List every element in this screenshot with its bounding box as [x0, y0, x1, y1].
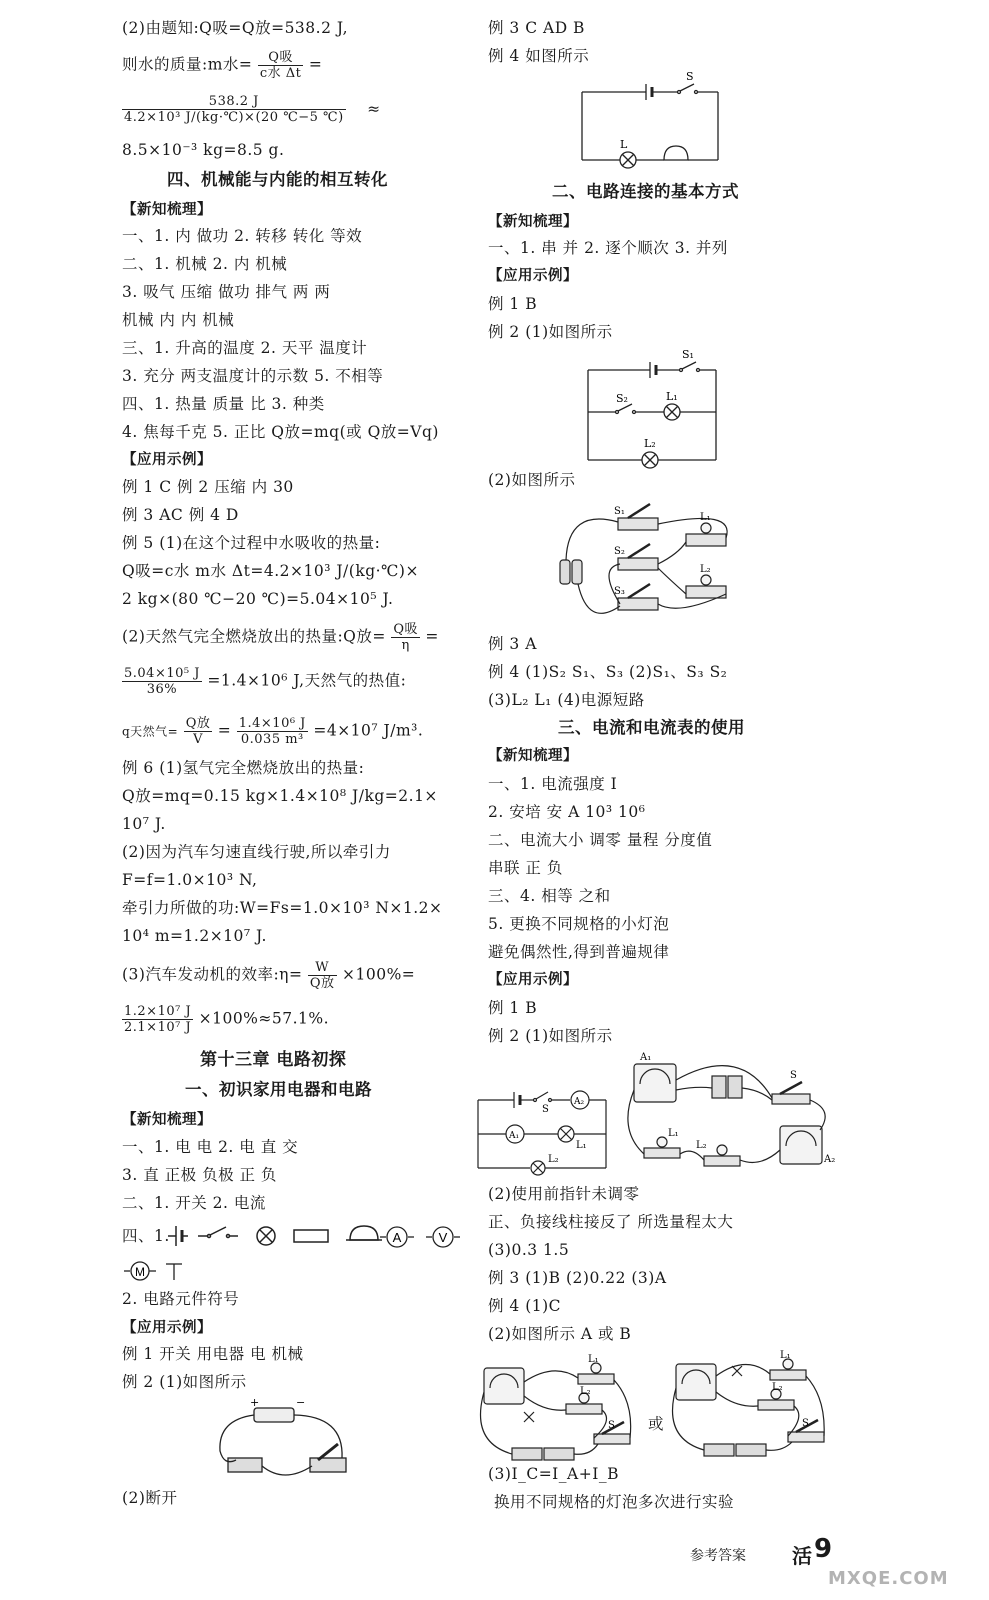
text-line: 例 3 AC 例 4 D	[122, 506, 239, 524]
text-line: 四、1.	[122, 1227, 170, 1245]
text-line: 一、1. 电 电 2. 电 直 交	[122, 1138, 299, 1156]
text-line: 四、1. 热量 质量 比 3. 种类	[122, 395, 325, 413]
physical-parallel-circuit	[558, 498, 748, 630]
text-line: 避免偶然性,得到普遍规律	[488, 943, 670, 961]
s2-label: S₂	[616, 392, 628, 405]
switch-label: S	[608, 1420, 615, 1431]
physical-circuit-option-b	[666, 1346, 836, 1458]
chapter-heading: 第十三章 电路初探	[200, 1050, 347, 1070]
text-line: 10⁷ J.	[122, 815, 166, 833]
battery-symbol	[168, 1226, 188, 1246]
text-line: 3. 充分 两支温度计的示数 5. 不相等	[122, 367, 384, 385]
minus-label: −	[296, 1396, 306, 1409]
text-span: ×100%=	[342, 965, 416, 984]
section-tag: 【应用示例】	[122, 1320, 212, 1336]
text-line: 3. 直 正极 负极 正 负	[122, 1166, 277, 1184]
text-span: q天然气=	[122, 724, 179, 739]
denominator: c水 Δt	[259, 66, 302, 81]
text-line: 例 4 (1)S₂ S₁、S₃ (2)S₁、S₃ S₂	[488, 663, 728, 681]
switch-label: S	[542, 1104, 549, 1115]
fraction	[237, 716, 308, 747]
fraction	[184, 716, 213, 747]
numerator: 1.4×10⁶ J	[238, 716, 306, 731]
text-line: 二、1. 开关 2. 电流	[122, 1194, 266, 1212]
text-line: 一、1. 电流强度 I	[488, 775, 618, 793]
section-heading: 二、电路连接的基本方式	[552, 182, 739, 201]
text-line: 牵引力所做的功:W=Fs=1.0×10³ N×1.2×	[122, 899, 443, 917]
text-line: 2. 电路元件符号	[122, 1290, 240, 1308]
text-line: 4. 焦每千克 5. 正比 Q放=mq(或 Q放=Vq)	[122, 423, 439, 441]
fraction	[122, 1004, 193, 1035]
text-span: (2)天然气完全燃烧放出的热量:Q放=	[122, 627, 386, 646]
s3-label: S₃	[614, 586, 625, 597]
ammeter-circuit-diagram	[474, 1084, 614, 1176]
denominator: 2.1×10⁷ J	[124, 1020, 192, 1035]
parallel-circuit-diagram	[584, 348, 724, 470]
numerator: Q吸	[393, 622, 418, 637]
text-line: 三、1. 升高的温度 2. 天平 温度计	[122, 339, 368, 357]
text-line: 一、1. 内 做功 2. 转移 转化 等效	[122, 227, 363, 245]
section-tag: 【新知梳理】	[488, 748, 578, 764]
text-line: 例 1 B	[488, 999, 538, 1017]
ammeter-symbol	[380, 1220, 470, 1254]
right-column	[470, 0, 989, 1600]
numerator: W	[308, 960, 337, 976]
text-line: 8.5×10⁻³ kg=8.5 g.	[122, 141, 285, 159]
text-line: 例 6 (1)氢气完全燃烧放出的热量:	[122, 759, 365, 777]
lamp-symbol	[257, 1227, 275, 1245]
text-line: 串联 正 负	[488, 859, 563, 877]
l1-label: L₁	[668, 1128, 679, 1139]
text-span: =	[217, 721, 232, 740]
a2-label: A₂	[824, 1154, 836, 1165]
text-span: ≈	[367, 99, 381, 118]
denominator: η	[401, 638, 410, 653]
formula-heat-value	[122, 666, 406, 697]
text-line: 例 3 A	[488, 635, 537, 653]
denominator: V	[193, 732, 203, 747]
section-heading: 一、初识家用电器和电路	[185, 1080, 372, 1099]
section-tag: 【新知梳理】	[488, 214, 578, 230]
ammeter-label: A	[392, 1230, 402, 1245]
formula-water-mass	[122, 50, 322, 81]
numerator: 1.2×10⁷ J	[124, 1004, 192, 1019]
numerator: 538.2 J	[122, 94, 346, 110]
text-span: =4×10⁷ J/m³.	[313, 721, 424, 740]
text-line: F=f=1.0×10³ N,	[122, 871, 258, 889]
page-number: 9	[814, 1534, 833, 1564]
fraction	[391, 622, 420, 653]
footer-brand: 活	[792, 1544, 812, 1568]
text-line: (2)如图所示 A 或 B	[488, 1325, 632, 1343]
section-tag: 【应用示例】	[488, 268, 578, 284]
formula-efficiency-value	[122, 1004, 329, 1035]
l2-label: L₂	[548, 1154, 559, 1165]
text-span: =1.4×10⁶ J,天然气的热值:	[207, 671, 407, 690]
text-line: 例 2 (1)如图所示	[122, 1373, 247, 1391]
text-span: 则水的质量:m水=	[122, 55, 253, 74]
text-line: Q放=mq=0.15 kg×1.4×10⁸ J/kg=2.1×	[122, 787, 438, 805]
numerator: Q放	[185, 716, 211, 731]
formula-efficiency	[122, 960, 415, 991]
fraction	[122, 94, 346, 125]
text-line: 例 1 B	[488, 295, 538, 313]
text-span: (3)汽车发动机的效率:η=	[122, 965, 303, 984]
l2-label: L₂	[644, 437, 656, 450]
section-heading: 四、机械能与内能的相互转化	[167, 170, 388, 189]
plus-label: +	[250, 1396, 260, 1409]
a1-label: A₁	[640, 1052, 652, 1063]
physical-circuit-option-a	[474, 1352, 644, 1464]
motor-label: M	[135, 1265, 145, 1279]
voltmeter-label: V	[438, 1230, 448, 1245]
text-line: (2)由题知:Q吸=Q放=538.2 J,	[122, 19, 349, 37]
text-line: 3. 吸气 压缩 做功 排气 两 两	[122, 283, 331, 301]
a1-label: A₁	[509, 1131, 520, 1141]
text-line: 例 4 (1)C	[488, 1297, 562, 1315]
text-line: (2)如图所示	[488, 471, 576, 489]
s2-label: S₂	[614, 546, 625, 557]
denominator: 4.2×10³ J/(kg·℃)×(20 ℃−5 ℃)	[124, 110, 344, 125]
switch-label: S	[790, 1070, 797, 1081]
switch-label: S	[686, 70, 694, 83]
section-heading: 三、电流和电流表的使用	[558, 718, 745, 737]
section-tag: 【新知梳理】	[122, 202, 212, 218]
formula-q-gas	[122, 716, 423, 747]
circuit-symbols-row-2	[122, 1256, 202, 1286]
text-line: Q吸=c水 m水 Δt=4.2×10³ J/(kg·℃)×	[122, 562, 419, 580]
text-line: 10⁴ m=1.2×10⁷ J.	[122, 927, 267, 945]
watermark: MXQE.COM	[828, 1568, 949, 1589]
series-circuit-diagram	[578, 70, 723, 170]
text-line: 例 2 (1)如图所示	[488, 1027, 613, 1045]
text-line: 机械 内 内 机械	[122, 311, 235, 329]
text-line: 例 1 C 例 2 压缩 内 30	[122, 478, 294, 496]
bell-symbol	[346, 1226, 382, 1240]
formula-natural-gas-heat	[122, 622, 439, 653]
text-line: (3)I_C=I_A+I_B	[488, 1465, 619, 1483]
text-line: 换用不同规格的灯泡多次进行实验	[494, 1493, 735, 1511]
text-line: 2. 安培 安 A 10³ 10⁶	[488, 803, 646, 821]
numerator: 5.04×10⁵ J	[124, 666, 200, 681]
text-line: 三、4. 相等 之和	[488, 887, 611, 905]
l2-label: L₂	[772, 1382, 783, 1393]
l1-label: L₁	[700, 512, 711, 523]
a2-label: A₂	[574, 1097, 585, 1107]
switch-symbol	[198, 1227, 238, 1238]
switch-label: S	[802, 1418, 809, 1429]
l2-label: L₂	[580, 1386, 591, 1397]
resistor-symbol	[294, 1230, 328, 1242]
denominator: Q放	[309, 976, 335, 991]
s1-label: S₁	[682, 348, 694, 361]
text-line: 例 4 如图所示	[488, 47, 590, 65]
text-line: (2)使用前指针未调零	[488, 1185, 640, 1203]
physical-circuit-figure	[214, 1396, 464, 1486]
s1-label: S₁	[614, 506, 625, 517]
denominator: 0.035 m³	[240, 732, 304, 747]
text-line: 例 3 C AD B	[488, 19, 585, 37]
text-line: 二、1. 机械 2. 内 机械	[122, 255, 288, 273]
text-line: 例 5 (1)在这个过程中水吸收的热量:	[122, 534, 381, 552]
fraction	[308, 960, 337, 991]
text-line: (3)L₂ L₁ (4)电源短路	[488, 691, 645, 709]
l1-label: L₁	[780, 1350, 791, 1361]
text-line: 例 1 开关 用电器 电 机械	[122, 1345, 304, 1363]
l1-label: L₁	[666, 390, 678, 403]
left-column	[0, 0, 470, 1600]
denominator: 36%	[146, 682, 178, 697]
section-tag: 【新知梳理】	[122, 1112, 212, 1128]
or-text: 或	[648, 1415, 665, 1433]
text-line: (2)因为汽车匀速直线行驶,所以牵引力	[122, 843, 391, 861]
text-span: =	[308, 55, 323, 74]
numerator: Q吸	[258, 50, 304, 66]
text-span: ×100%≈57.1%.	[198, 1009, 330, 1028]
footer-label: 参考答案	[690, 1548, 746, 1564]
text-line: 2 kg×(80 ℃−20 ℃)=5.04×10⁵ J.	[122, 590, 394, 608]
text-line: (2)断开	[122, 1489, 178, 1507]
fraction	[258, 50, 304, 81]
physical-ammeter-circuit	[620, 1050, 840, 1174]
text-line: 二、电流大小 调零 量程 分度值	[488, 831, 713, 849]
text-line: 例 2 (1)如图所示	[488, 323, 613, 341]
l2-label: L₂	[696, 1140, 707, 1151]
lamp-label: L	[620, 138, 628, 151]
text-line: (3)0.3 1.5	[488, 1241, 570, 1259]
section-tag: 【应用示例】	[122, 452, 212, 468]
text-line: 5. 更换不同规格的小灯泡	[488, 915, 670, 933]
section-tag: 【应用示例】	[488, 972, 578, 988]
l1-label: L₁	[576, 1140, 587, 1151]
text-span: =	[425, 627, 439, 646]
formula-long-fraction	[122, 94, 381, 125]
text-line: 例 3 (1)B (2)0.22 (3)A	[488, 1269, 667, 1287]
text-line: 一、1. 串 并 2. 逐个顺次 3. 并列	[488, 239, 728, 257]
fraction	[122, 666, 202, 697]
l1-label: L₁	[588, 1354, 599, 1365]
l2-label: L₂	[700, 564, 711, 575]
text-line: 正、负接线柱接反了 所选量程太大	[488, 1213, 734, 1231]
